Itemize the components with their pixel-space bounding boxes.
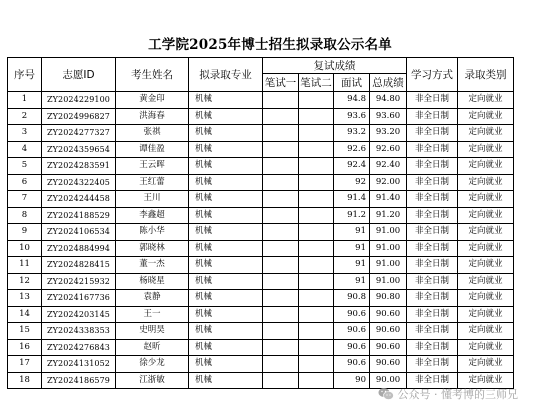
admission-table [7,57,514,389]
cell-id: ZY2024276843 [42,339,116,356]
cell-written1 [263,306,299,323]
cell-major: 机械 [189,158,263,175]
cell-total: 92.00 [370,174,407,191]
cell-major: 机械 [189,174,263,191]
cell-category: 定向就业 [458,339,514,356]
cell-major: 机械 [189,125,263,142]
cell-name: 洪海春 [116,108,189,125]
cell-interview: 92.4 [334,158,370,175]
cell-total: 90.80 [370,290,407,307]
cell-name: 王川 [116,191,189,208]
cell-interview: 93.6 [334,108,370,125]
cell-mode: 非全日制 [407,240,458,257]
cell-name: 谭佳盈 [116,141,189,158]
cell-mode: 非全日制 [407,191,458,208]
cell-written2 [299,207,334,224]
table-row [8,356,514,373]
cell-mode: 非全日制 [407,290,458,307]
cell-category: 定向就业 [458,141,514,158]
cell-name: 杨晓星 [116,273,189,290]
cell-name: 张祺 [116,125,189,142]
table-row [8,290,514,307]
table-row [8,207,514,224]
cell-written1 [263,158,299,175]
cell-category: 定向就业 [458,108,514,125]
cell-name: 李鑫超 [116,207,189,224]
cell-interview: 91.2 [334,207,370,224]
cell-interview: 90 [334,372,370,389]
cell-name: 王云晖 [116,158,189,175]
cell-written2 [299,125,334,142]
cell-id: ZY2024359654 [42,141,116,158]
table-row [8,224,514,241]
cell-major: 机械 [189,306,263,323]
table-row [8,240,514,257]
cell-interview: 93.2 [334,125,370,142]
cell-seq: 4 [8,141,42,158]
page-title: 工学院2025年博士招生拟录取公示名单 [148,37,392,53]
cell-id: ZY2024244458 [42,191,116,208]
cell-written1 [263,240,299,257]
cell-id: ZY2024106534 [42,224,116,241]
cell-mode: 非全日制 [407,306,458,323]
cell-category: 定向就业 [458,125,514,142]
cell-total: 91.00 [370,240,407,257]
cell-mode: 非全日制 [407,224,458,241]
cell-written1 [263,273,299,290]
cell-seq: 3 [8,125,42,142]
cell-seq: 6 [8,174,42,191]
cell-category: 定向就业 [458,257,514,274]
table-row [8,92,514,109]
cell-name: 江浙敏 [116,372,189,389]
cell-total: 91.00 [370,257,407,274]
cell-id: ZY2024828415 [42,257,116,274]
table-row [8,191,514,208]
cell-interview: 92.6 [334,141,370,158]
cell-mode: 非全日制 [407,372,458,389]
cell-written2 [299,290,334,307]
table-row [8,257,514,274]
cell-written2 [299,191,334,208]
cell-interview: 90.6 [334,323,370,340]
cell-major: 机械 [189,108,263,125]
cell-written1 [263,224,299,241]
cell-category: 定向就业 [458,273,514,290]
cell-total: 90.60 [370,356,407,373]
cell-id: ZY2024131052 [42,356,116,373]
cell-category: 定向就业 [458,158,514,175]
cell-mode: 非全日制 [407,273,458,290]
cell-total: 91.20 [370,207,407,224]
cell-seq: 12 [8,273,42,290]
table-row [8,141,514,158]
cell-name: 王一 [116,306,189,323]
cell-total: 92.40 [370,158,407,175]
cell-mode: 非全日制 [407,323,458,340]
cell-written2 [299,158,334,175]
cell-seq: 8 [8,207,42,224]
cell-major: 机械 [189,273,263,290]
cell-total: 91.40 [370,191,407,208]
cell-seq: 9 [8,224,42,241]
cell-category: 定向就业 [458,306,514,323]
cell-id: ZY2024283591 [42,158,116,175]
cell-written2 [299,356,334,373]
cell-category: 定向就业 [458,372,514,389]
cell-mode: 非全日制 [407,339,458,356]
cell-id: ZY2024996827 [42,108,116,125]
cell-mode: 非全日制 [407,92,458,109]
cell-written2 [299,92,334,109]
header-id: 志愿ID [42,58,116,92]
table-row [8,273,514,290]
cell-seq: 18 [8,372,42,389]
table-row [8,158,514,175]
cell-major: 机械 [189,323,263,340]
cell-interview: 94.8 [334,92,370,109]
cell-written1 [263,257,299,274]
cell-major: 机械 [189,240,263,257]
cell-seq: 10 [8,240,42,257]
cell-major: 机械 [189,224,263,241]
cell-category: 定向就业 [458,92,514,109]
cell-category: 定向就业 [458,323,514,340]
cell-interview: 91.4 [334,191,370,208]
cell-total: 93.60 [370,108,407,125]
cell-seq: 15 [8,323,42,340]
cell-written2 [299,306,334,323]
table-row [8,174,514,191]
cell-id: ZY2024884994 [42,240,116,257]
cell-written2 [299,224,334,241]
cell-interview: 90.8 [334,290,370,307]
cell-mode: 非全日制 [407,125,458,142]
cell-name: 袁静 [116,290,189,307]
cell-written2 [299,273,334,290]
watermark [378,386,519,402]
header-seq: 序号 [8,58,42,92]
cell-interview: 91 [334,240,370,257]
cell-written1 [263,207,299,224]
cell-mode: 非全日制 [407,158,458,175]
cell-written2 [299,240,334,257]
header-written1: 笔试一 [263,74,299,92]
cell-mode: 非全日制 [407,174,458,191]
cell-total: 90.60 [370,306,407,323]
cell-id: ZY2024322405 [42,174,116,191]
cell-written1 [263,141,299,158]
cell-id: ZY2024277327 [42,125,116,142]
cell-seq: 14 [8,306,42,323]
cell-written1 [263,125,299,142]
cell-name: 王红蕾 [116,174,189,191]
cell-interview: 91 [334,257,370,274]
cell-category: 定向就业 [458,356,514,373]
header-interview: 面试 [334,74,370,92]
cell-category: 定向就业 [458,174,514,191]
cell-written1 [263,356,299,373]
cell-category: 定向就业 [458,290,514,307]
cell-major: 机械 [189,339,263,356]
cell-written1 [263,339,299,356]
cell-id: ZY2024215932 [42,273,116,290]
cell-written1 [263,174,299,191]
table-row [8,323,514,340]
cell-major: 机械 [189,290,263,307]
cell-seq: 1 [8,92,42,109]
cell-major: 机械 [189,92,263,109]
cell-written2 [299,372,334,389]
cell-written1 [263,323,299,340]
cell-seq: 2 [8,108,42,125]
table-row [8,306,514,323]
cell-interview: 92 [334,174,370,191]
cell-interview: 90.6 [334,356,370,373]
watermark-text: 公众号 · 懂考博的三师兄 [397,388,518,401]
cell-name: 赵昕 [116,339,189,356]
cell-major: 机械 [189,356,263,373]
cell-category: 定向就业 [458,191,514,208]
cell-mode: 非全日制 [407,356,458,373]
cell-category: 定向就业 [458,207,514,224]
cell-written1 [263,372,299,389]
cell-total: 91.00 [370,273,407,290]
cell-interview: 91 [334,273,370,290]
cell-id: ZY2024203145 [42,306,116,323]
cell-mode: 非全日制 [407,207,458,224]
cell-seq: 16 [8,339,42,356]
cell-written1 [263,290,299,307]
cell-id: ZY2024188529 [42,207,116,224]
cell-id: ZY2024167736 [42,290,116,307]
wechat-icon [378,387,394,401]
cell-interview: 90.6 [334,306,370,323]
cell-written2 [299,257,334,274]
cell-major: 机械 [189,257,263,274]
cell-written2 [299,141,334,158]
table-row [8,108,514,125]
cell-total: 93.20 [370,125,407,142]
cell-written2 [299,323,334,340]
cell-category: 定向就业 [458,224,514,241]
header-mode: 学习方式 [407,58,458,92]
cell-name: 徐少龙 [116,356,189,373]
cell-written2 [299,339,334,356]
cell-written2 [299,174,334,191]
cell-seq: 5 [8,158,42,175]
cell-total: 92.60 [370,141,407,158]
cell-name: 黄金印 [116,92,189,109]
cell-id: ZY2024338353 [42,323,116,340]
cell-total: 90.00 [370,372,407,389]
cell-written1 [263,191,299,208]
cell-mode: 非全日制 [407,257,458,274]
cell-mode: 非全日制 [407,108,458,125]
cell-written1 [263,108,299,125]
table-row [8,125,514,142]
cell-name: 董一杰 [116,257,189,274]
cell-written1 [263,92,299,109]
cell-id: ZY2024186579 [42,372,116,389]
cell-name: 陈小华 [116,224,189,241]
cell-seq: 17 [8,356,42,373]
cell-major: 机械 [189,141,263,158]
header-category: 录取类别 [458,58,514,92]
cell-total: 90.60 [370,323,407,340]
cell-name: 史明昊 [116,323,189,340]
cell-interview: 91 [334,224,370,241]
header-major: 拟录取专业 [189,58,263,92]
cell-major: 机械 [189,191,263,208]
header-name: 考生姓名 [116,58,189,92]
cell-total: 94.80 [370,92,407,109]
cell-seq: 13 [8,290,42,307]
cell-mode: 非全日制 [407,141,458,158]
cell-id: ZY2024229100 [42,92,116,109]
header-total: 总成绩 [370,74,407,92]
cell-major: 机械 [189,372,263,389]
cell-written2 [299,108,334,125]
table-row [8,339,514,356]
header-retest-group: 复试成绩 [263,58,407,74]
cell-total: 90.60 [370,339,407,356]
cell-total: 91.00 [370,224,407,241]
cell-interview: 90.6 [334,339,370,356]
cell-name: 郭晓林 [116,240,189,257]
cell-seq: 7 [8,191,42,208]
cell-category: 定向就业 [458,240,514,257]
cell-seq: 11 [8,257,42,274]
header-written2: 笔试二 [299,74,334,92]
cell-major: 机械 [189,207,263,224]
